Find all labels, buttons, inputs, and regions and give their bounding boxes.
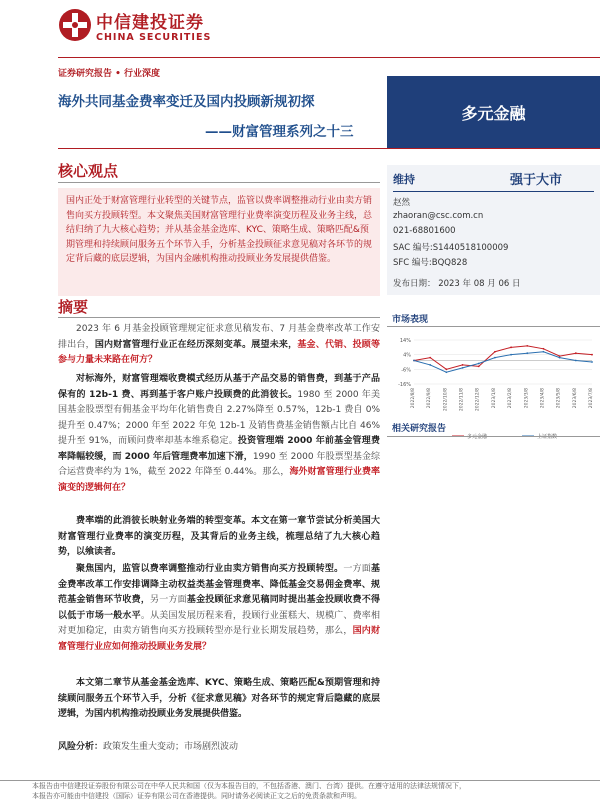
x-tick-label: 2022/10/8 [443, 388, 449, 412]
risk-label: 风险分析： [58, 742, 104, 752]
x-tick-label: 2023/7/8 [589, 388, 594, 409]
sector-banner: 多元金融 [387, 76, 600, 148]
text-span: 基金投顾征求意见稿同时提出基金投顾收费不得以低于市场一般水平 [58, 595, 380, 621]
footer-line-2: 本报告亦可能由中信建投（国际）证券有限公司在香港提供。同时请务必阅读正文之后的免责条款和声明。 [32, 792, 361, 800]
data-point [494, 357, 496, 359]
analyst-phone: 021-68801600 [393, 226, 456, 236]
rating-action: 维持 [393, 173, 415, 186]
data-point [526, 352, 528, 354]
rating-analyst-box [387, 165, 600, 295]
related-divider [387, 436, 600, 437]
data-point [429, 364, 431, 366]
core-view-box [58, 188, 380, 296]
x-tick-label: 2023/1/8 [491, 388, 497, 409]
text-span: 国内财富管理行业正在经历深刻变革。展望未来， [94, 339, 298, 350]
text-span: 基金费率改革工作安排调降主动权益类基金管理费率、降低基金交易佣金费率、规范基金销售环节收费， [58, 564, 380, 605]
china-securities-logo-icon [58, 8, 92, 42]
x-tick-label: 2022/11/8 [459, 388, 465, 412]
text-span: 投资管理端 2000 年前基金管理费率降幅较缓，而 2000 年后管理费率加速下滑， [58, 436, 380, 462]
data-point [445, 368, 447, 370]
breadcrumb: 证券研究报告 • 行业深度 [58, 69, 161, 79]
data-point [478, 366, 480, 368]
text-span: 1990 至 2000 年股票型基金综合运营费率约为 1%，截至 2022 年降至 0.44%。那么， [58, 451, 380, 477]
footer-line-1: 本报告由中信建投证券股份有限公司在中华人民共和国（仅为本报告目的，不包括香港、澳门、台湾）提供。在遵守适用的法律法规情况下， [32, 782, 466, 790]
summary-divider [58, 317, 380, 318]
logo-text-cn: 中信建投证券 [96, 13, 204, 33]
data-point [543, 348, 545, 350]
core-view-divider [58, 182, 380, 183]
data-point [462, 364, 464, 366]
report-title: 海外共同基金费率变迁及国内投顾新规初探 [58, 94, 315, 110]
disclaimer-footer [32, 781, 592, 801]
report-header [0, 0, 600, 52]
text-span: 本文第二章节从基金基金选库、KYC、策略生成、策略匹配&预期管理和持续顾问服务五个环节入手，分析《征求意见稿》对各环节的规定背后隐藏的底层逻辑，为国内机构推动投顾业务发展提供借鉴。 [58, 678, 380, 719]
data-point [445, 371, 447, 373]
data-point [575, 360, 577, 362]
title-divider [58, 148, 600, 149]
rating-divider [393, 191, 594, 192]
text-span: 一方面 [343, 564, 371, 574]
data-point [591, 361, 593, 363]
text-span: 海外财富管理行业费率演变的逻辑何在？ [58, 467, 380, 493]
publish-date: 发布日期： 2023 年 08 月 06 日 [393, 279, 521, 289]
text-span: 对标海外，财富管理端收费模式经历从基于产品交易的销售费，到基于产品保有的 12b-1 费、再到基于客户账户投顾费的此消彼长。 [58, 374, 380, 400]
analyst-sfc: SFC 编号:BQQ828 [393, 258, 468, 268]
x-tick-label: 2022/12/8 [475, 388, 481, 412]
header-divider [58, 57, 600, 58]
data-point [591, 354, 593, 356]
text-span: 。从美国发展历程来看，投顾行业蛋糕大、规模广、费率相对更加稳定，由卖方销售向买方投顾转型亦是行业长期发展趋势，那么， [58, 610, 380, 636]
text-span: 2023 年 6 月基金投顾管理规定征求意见稿发布、7 月基金费率改革工作安排出台， [58, 324, 380, 350]
y-tick-label: 4% [403, 352, 411, 359]
related-research-heading: 相关研究报告 [392, 424, 447, 434]
data-point [575, 352, 577, 354]
summary-paragraph-5 [58, 676, 380, 723]
analyst-name: 赵然 [393, 198, 411, 208]
report-subtitle: ——财富管理系列之十三 [205, 124, 354, 140]
data-point [413, 360, 415, 362]
x-tick-label: 2023/2/8 [508, 388, 514, 409]
summary-paragraph-4 [58, 562, 380, 655]
core-view-text: 国内正处于财富管理行业转型的关键节点，监管以费率调整推动行业由卖方销售向买方投顾转型。本文聚焦美国财富管理行业费率演变历程及业务主线，总结归纳了九大核心趋势；并从基金基金选库、KYC、策略生成、策略匹配&预期管理和持续顾问服务五个环节入手，分析基金投顾征求意见稿对各环节的规定背后藏的底层逻辑，为国内金融机构推动投顾业务发展提供借鉴。 [66, 196, 373, 264]
core-view-heading: 核心观点 [58, 162, 119, 180]
summary-paragraph-2 [58, 372, 380, 496]
data-point [462, 367, 464, 369]
y-tick-label: -6% [401, 367, 411, 374]
data-point [429, 357, 431, 359]
summary-paragraph-3 [58, 514, 380, 561]
data-point [494, 351, 496, 353]
risk-analysis [58, 740, 380, 756]
x-tick-label: 2023/5/8 [556, 388, 562, 409]
data-point [559, 357, 561, 359]
analyst-sac: SAC 编号:S1440518100009 [393, 243, 509, 253]
data-point [478, 363, 480, 365]
y-tick-label: -16% [398, 382, 411, 388]
text-span: 另一方面 [150, 595, 187, 605]
analyst-email[interactable]: zhaoran@csc.com.cn [393, 211, 484, 221]
text-span: 基金、代销、投顾等参与力量未来路在何方？ [58, 339, 380, 365]
text-span: 聚焦国内，监管以费率调整推动行业由卖方销售向买方投顾转型。 [76, 564, 344, 574]
data-point [526, 345, 528, 347]
x-tick-label: 2023/3/8 [524, 388, 530, 409]
data-point [510, 346, 512, 348]
x-tick-label: 2022/8/8 [411, 388, 416, 409]
legend-label-a: 多元金融 [467, 434, 488, 440]
market-heading: 市场表现 [392, 315, 429, 325]
logo-text-en: CHINA SECURITIES [96, 32, 212, 43]
text-span: 费率端的此消彼长映射业务端的转型变革。本文在第一章节尝试分析美国大财富管理行业费率的演变历程，及其背后的业务主线，梳理总结了九大核心趋势，以飨读者。 [58, 516, 380, 557]
text-span: 1980 至 2000 年美国基金股票型有佣基金平均年化销售费自 2.27%降至 0.57%，12b-1 费自 0%提升至 0.47%；2000 年至 2022 年免 12b-1 及销售费基金销售额占比自 46%提升至 91%，而顾问费率却基本维系稳定。 [58, 389, 380, 446]
rating-level: 强于大市 [509, 173, 562, 188]
risk-text: 政策发生重大变动；市场剧烈波动 [103, 742, 239, 752]
series-line-多元金融 [414, 346, 592, 369]
data-point [510, 354, 512, 356]
summary-paragraph-1 [58, 322, 380, 369]
summary-heading: 摘要 [58, 298, 89, 316]
data-point [543, 351, 545, 353]
text-span: 国内财富管理行业应如何推动投顾业务发展？ [58, 626, 380, 652]
x-tick-label: 2023/4/8 [540, 388, 546, 409]
x-tick-label: 2022/9/8 [427, 388, 433, 409]
x-tick-label: 2023/6/8 [572, 388, 578, 409]
market-divider [387, 326, 600, 327]
y-tick-label: 14% [399, 338, 411, 344]
legend-label-b: 上证指数 [537, 434, 558, 440]
